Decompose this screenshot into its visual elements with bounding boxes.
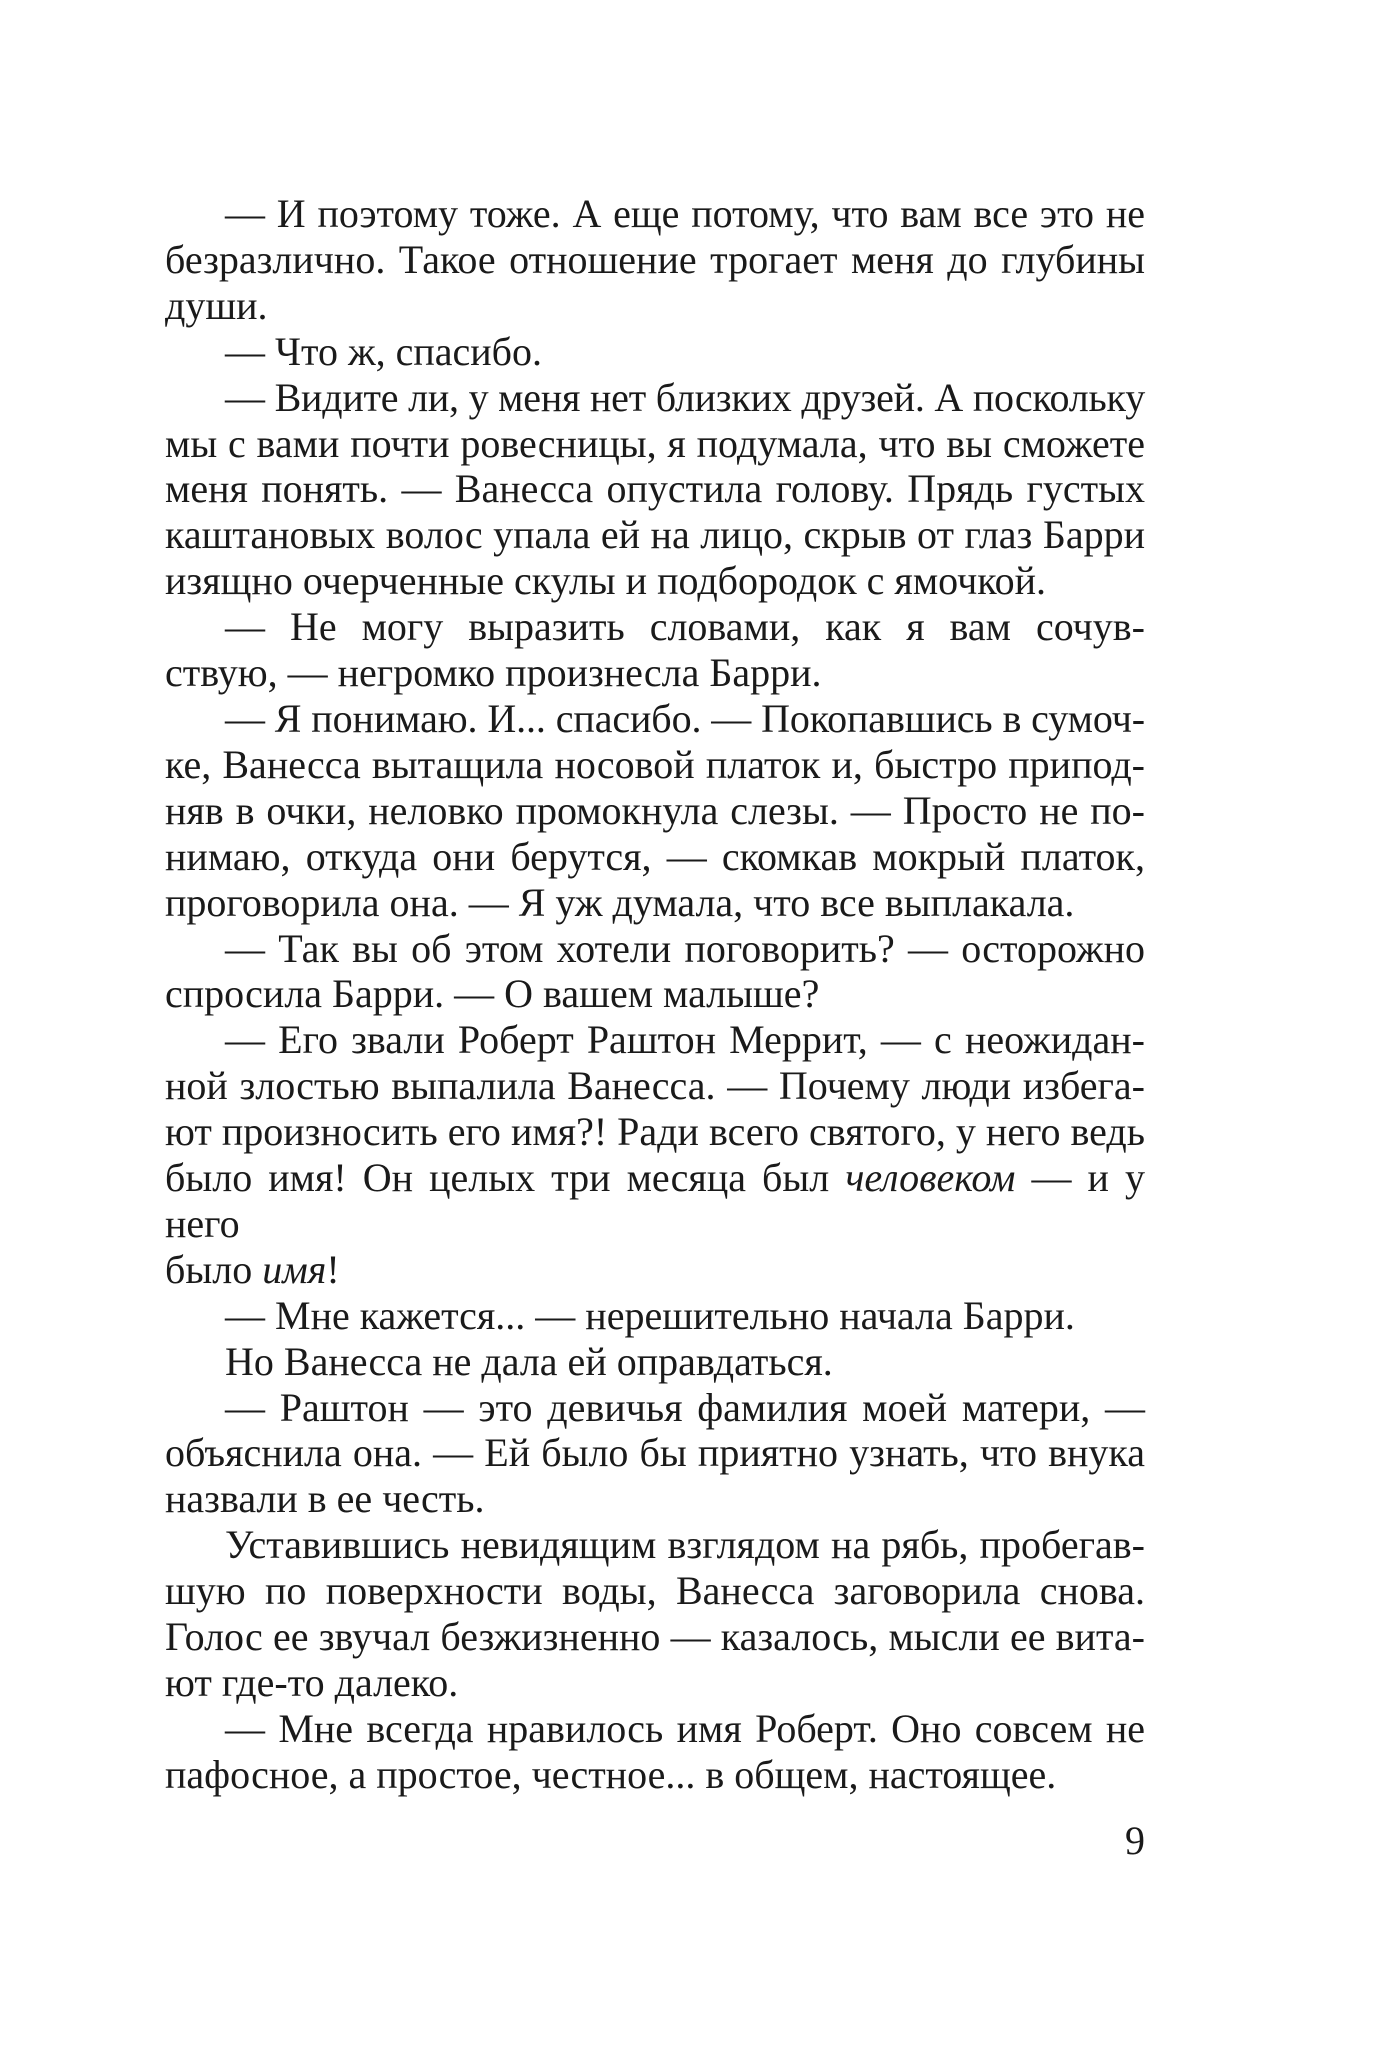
text-fragment: было: [165, 1246, 263, 1292]
text-line: Голос ее звучал безжизненно — казалось, мысли ее вита-: [165, 1614, 1145, 1660]
text-line: — И поэтому тоже. А еще потому, что вам все это не: [225, 191, 1145, 236]
page-number: 9: [1125, 1818, 1145, 1863]
text-line: — Его звали Роберт Раштон Меррит, — с неожидан-: [225, 1017, 1145, 1063]
italic-word: человеком: [845, 1155, 1016, 1201]
text-line: ствую, — негромко произнесла Барри.: [165, 650, 822, 696]
text-line: проговорила она. — Я уж думала, что все выплакала.: [165, 879, 1075, 925]
body-text: [165, 191, 1145, 1798]
text-line: объяснила она. — Ей было бы приятно узнать, что внука: [165, 1430, 1145, 1476]
text-line: пафосное, а простое, честное... в общем, настоящее.: [165, 1751, 1057, 1797]
text-line: — Видите ли, у меня нет близких друзей. А поскольку: [225, 374, 1145, 420]
text-line: — Что ж, спасибо.: [225, 328, 543, 374]
text-line: назвали в ее честь.: [165, 1476, 485, 1522]
text-line: — Мне кажется... — нерешительно начала Барри.: [225, 1292, 1075, 1338]
text-line: Но Ванесса не дала ей оправдаться.: [225, 1338, 833, 1384]
text-line: [165, 1247, 1145, 1293]
text-line: няв в очки, неловко промокнула слезы. — Просто не по-: [165, 787, 1145, 833]
text-line: души.: [165, 282, 268, 328]
text-line: — Я понимаю. И... спасибо. — Покопавшись в сумоч-: [225, 695, 1145, 741]
text-line: изящно очерченные скулы и подбородок с ямочкой.: [165, 558, 1047, 604]
text-fragment: было имя! Он целых три месяца был: [165, 1155, 846, 1201]
text-line: ют произносить его имя?! Ради всего святого, у него ведь: [165, 1109, 1145, 1155]
text-fragment: — и у него: [165, 1155, 1145, 1246]
text-line: Уставившись невидящим взглядом на рябь, пробегав-: [225, 1522, 1145, 1568]
text-line: — Раштон — это девичья фамилия моей матери, —: [225, 1384, 1145, 1430]
text-line: ке, Ванесса вытащила носовой платок и, быстро припод-: [165, 741, 1145, 787]
italic-word: имя: [262, 1246, 327, 1292]
text-line: мы с вами почти ровесницы, я подумала, что вы сможете: [165, 420, 1145, 466]
text-fragment: !: [326, 1246, 340, 1292]
text-line: [165, 1155, 1145, 1247]
text-line: шую по поверхности воды, Ванесса заговорила снова.: [165, 1568, 1145, 1614]
text-line: ют где-то далеко.: [165, 1660, 459, 1705]
text-line: нимаю, откуда они берутся, — скомкав мокрый платок,: [165, 833, 1145, 879]
text-line: — Не могу выразить словами, как я вам сочув-: [225, 604, 1145, 650]
text-line: меня понять. — Ванесса опустила голову. Прядь густых: [165, 466, 1145, 512]
text-line: спросила Барри. — О вашем малыше?: [165, 971, 820, 1017]
text-line: каштановых волос упала ей на лицо, скрыв от глаз Барри: [165, 512, 1145, 558]
text-line: — Так вы об этом хотели поговорить? — осторожно: [225, 925, 1145, 971]
text-line: ной злостью выпалила Ванесса. — Почему люди избега-: [165, 1063, 1145, 1109]
text-line: безразлично. Такое отношение трогает меня до глубины: [165, 236, 1145, 282]
text-line: — Мне всегда нравилось имя Роберт. Оно совсем не: [225, 1705, 1145, 1751]
